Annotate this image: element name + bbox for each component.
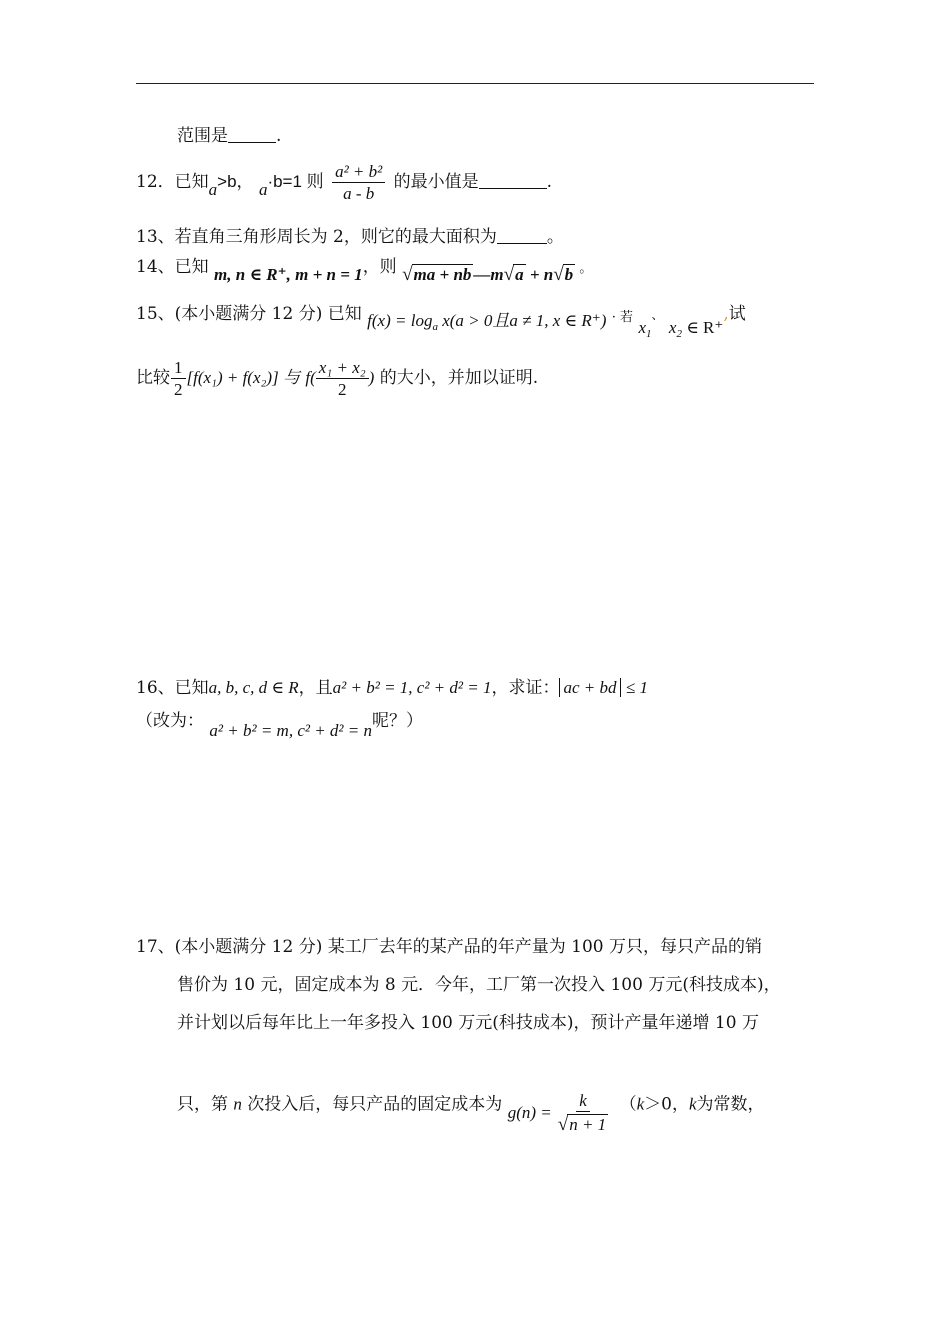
range-line (177, 128, 281, 145)
alt-close: 呢？） (372, 711, 424, 731)
radical-icon: √ (557, 1114, 569, 1135)
problem-17-line-1: 17、(本小题满分 12 分) 某工厂去年的某产品的年产量为 100 万只，每只产品的销 (136, 937, 762, 957)
range-text: 范围是 (177, 126, 228, 146)
subscript: 2 (676, 328, 682, 340)
var-a: a (258, 180, 268, 199)
gt-b: >b， (217, 172, 254, 191)
g-fraction (555, 1092, 611, 1134)
shi: 试 (728, 304, 746, 324)
answer-blank (479, 188, 547, 189)
problem-16-alt (136, 711, 424, 740)
problem-12 (136, 163, 552, 202)
problem-15-line-1 (136, 304, 746, 340)
fraction (332, 163, 385, 202)
f-close: ) (368, 368, 375, 387)
plus-n: + n (529, 265, 554, 284)
problem-13-text: 13、若直角三角形周长为 2，则它的最大面积为 (136, 227, 497, 247)
var-a: a (208, 180, 218, 199)
separator: 、 (651, 308, 664, 322)
subscript: 1 (645, 328, 652, 340)
radical-icon: √ (553, 264, 564, 285)
fraction-numerator: a² + b² (332, 163, 385, 183)
answer-blank (228, 142, 276, 143)
sqrt-b: b (564, 265, 574, 284)
fraction-denominator: a - b (343, 184, 375, 203)
fraction-denominator (555, 1112, 611, 1134)
problem-15-mid: · 若 (611, 310, 634, 325)
problem-15-line-2 (136, 359, 538, 398)
tail-b: ＞0， (644, 1094, 689, 1115)
log-base: a (432, 321, 438, 333)
problem-14-mid: ，则 (362, 257, 397, 277)
sqrt-a: a (515, 265, 524, 284)
radical-icon: √ (503, 264, 515, 285)
fraction-numerator: 1 (171, 359, 186, 379)
line-4-a: 只，第 (177, 1094, 228, 1115)
header-rule (136, 83, 814, 84)
var-k: k (688, 1094, 697, 1114)
condition: m, n ∈ R⁺, m + n = 1 (214, 265, 363, 284)
problem-17-line-3: 并计划以后每年比上一年多投入 100 万元(科技成本)，预计产量年递增 10 万 (177, 1013, 759, 1033)
radical-icon: √ (402, 264, 413, 285)
half-fraction (171, 359, 186, 398)
tail-a: （ (619, 1094, 637, 1115)
in-r: ∈ R⁺ (686, 318, 724, 337)
x2 (668, 318, 724, 340)
line-4-b: 次投入后，每只产品的固定成本为 (247, 1094, 503, 1115)
variables: a, b, c, d ∈ R (208, 678, 299, 697)
problem-14 (136, 256, 593, 285)
fraction-numerator: x₁ + x₂ (316, 359, 369, 379)
problem-17-line-2: 售价为 10 元，固定成本为 8 元．今年，工厂第一次投入 100 万元(科技成本)， (177, 975, 781, 995)
tail-c: 为常数， (696, 1094, 765, 1115)
problem-15-tail: 的大小，并加以证明. (379, 368, 539, 388)
problem-12-tail: 的最小值是 (393, 172, 479, 192)
qie: ，且 (298, 678, 333, 698)
fraction-denominator: 2 (174, 380, 183, 399)
function-definition (367, 311, 607, 333)
problem-17-line-4 (177, 1084, 765, 1135)
sqrt-content: n + 1 (569, 1115, 607, 1134)
prove-text: ，求证： (491, 678, 560, 698)
sqrt-content: ma + nb (413, 265, 472, 284)
absolute-value: ac + bd (559, 678, 620, 697)
problem-13-end: 。 (546, 227, 564, 247)
comma: , (723, 304, 729, 324)
problem-15-label: 15、(本小题满分 12 分) 已知 (136, 304, 362, 324)
problem-14-label: 14、已知 (136, 257, 209, 277)
alt-equations: a² + b² = m, c² + d² = n (209, 721, 373, 740)
var-n: n (233, 1094, 242, 1114)
problem-12-label: 12．已知 (136, 172, 209, 192)
x1 (638, 318, 652, 340)
expression (402, 265, 579, 284)
func-log: f(x) = log (367, 311, 433, 330)
period: . (276, 126, 282, 146)
dash: — (473, 265, 491, 284)
problem-16 (136, 679, 648, 697)
func-domain: x(a > 0且a ≠ 1, x ∈ R⁺) (442, 311, 607, 330)
answer-blank (497, 243, 547, 244)
var-k: k (636, 1094, 645, 1114)
f-open: f( (305, 368, 316, 387)
problem-13 (136, 229, 564, 246)
equations: a² + b² = 1, c² + d² = 1 (332, 678, 492, 697)
bi: 比较 (136, 368, 170, 388)
problem-14-end: 。 (579, 261, 593, 276)
dot-b: ·b=1 则 (267, 172, 324, 191)
g-function: g(n) = (507, 1102, 552, 1122)
alt-open: （改为： (136, 711, 204, 731)
le-one: ≤ 1 (625, 678, 649, 697)
fraction-denominator: 2 (337, 380, 347, 399)
bracket-expression: [f(x₁) + f(x₂)] 与 (186, 368, 300, 387)
period: . (546, 172, 553, 192)
var-x: x (638, 318, 646, 337)
fraction-numerator: k (576, 1092, 590, 1112)
m-term: m (490, 265, 504, 284)
average-fraction (316, 359, 369, 398)
problem-16-label: 16、已知 (136, 678, 209, 698)
var-x: x (668, 318, 677, 337)
